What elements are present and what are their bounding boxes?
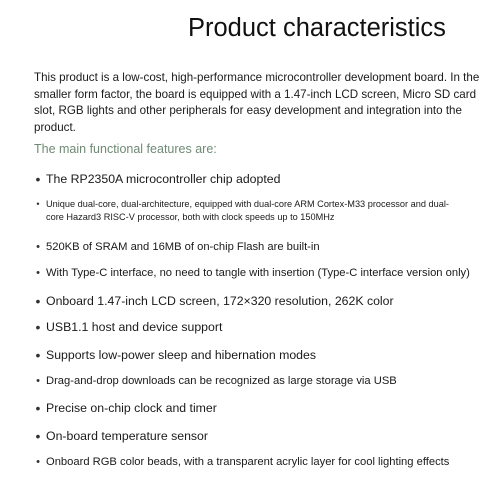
feature-item-temperature bbox=[34, 428, 494, 444]
feature-item-lcd bbox=[34, 293, 494, 309]
feature-text: Drag-and-drop downloads can be recognized as large storage via USB bbox=[46, 375, 397, 387]
feature-text: Onboard RGB color beads, with a transparent acrylic layer for cool lighting effects bbox=[46, 456, 450, 468]
feature-text: USB1.1 host and device support bbox=[46, 320, 223, 334]
feature-text: Onboard 1.47-inch LCD screen, 172×320 resolution, 262K color bbox=[46, 294, 394, 308]
bullet-icon: • bbox=[35, 293, 41, 309]
feature-item-architecture bbox=[34, 198, 494, 224]
bullet-icon: • bbox=[35, 171, 41, 187]
feature-item-type-c bbox=[34, 266, 494, 281]
bullet-icon: • bbox=[35, 428, 41, 444]
feature-item-usb bbox=[34, 319, 494, 335]
feature-text: The RP2350A microcontroller chip adopted bbox=[46, 172, 281, 186]
bullet-icon: • bbox=[36, 267, 40, 279]
feature-item-rgb bbox=[34, 455, 494, 470]
bullet-icon: • bbox=[36, 199, 40, 209]
feature-item-clock bbox=[34, 400, 494, 416]
feature-text: Supports low-power sleep and hibernation modes bbox=[46, 348, 317, 362]
feature-item-low-power bbox=[34, 347, 494, 363]
bullet-icon: • bbox=[35, 319, 41, 335]
feature-item-memory bbox=[34, 240, 494, 255]
bullet-icon: • bbox=[35, 347, 41, 363]
feature-item-drag-drop bbox=[34, 374, 494, 389]
feature-text: Unique dual-core, dual-architecture, equipped with dual-core ARM Cortex-M33 processor and dual-core Hazard3 RISC-V processor, both with clock speeds up to 150MHz bbox=[46, 199, 449, 222]
feature-text: 520KB of SRAM and 16MB of on-chip Flash are built-in bbox=[46, 241, 320, 253]
intro-paragraph: This product is a low-cost, high-performance microcontroller development board. In the smaller form factor, the board is equipped with a 1.47-inch LCD screen, Micro SD card slot, RGB lights and other peripherals for easy development and integration into the product. bbox=[34, 71, 480, 134]
feature-item-chip bbox=[34, 171, 494, 187]
bullet-icon: • bbox=[35, 400, 41, 416]
feature-text: With Type-C interface, no need to tangle with insertion (Type-C interface version only) bbox=[46, 267, 470, 279]
page-title: Product characteristics bbox=[188, 14, 446, 42]
bullet-icon: • bbox=[36, 241, 40, 253]
bullet-icon: • bbox=[36, 456, 40, 468]
bullet-icon: • bbox=[36, 375, 40, 387]
feature-text: Precise on-chip clock and timer bbox=[46, 401, 217, 415]
feature-text: On-board temperature sensor bbox=[46, 429, 208, 443]
features-heading: The main functional features are: bbox=[34, 142, 217, 156]
